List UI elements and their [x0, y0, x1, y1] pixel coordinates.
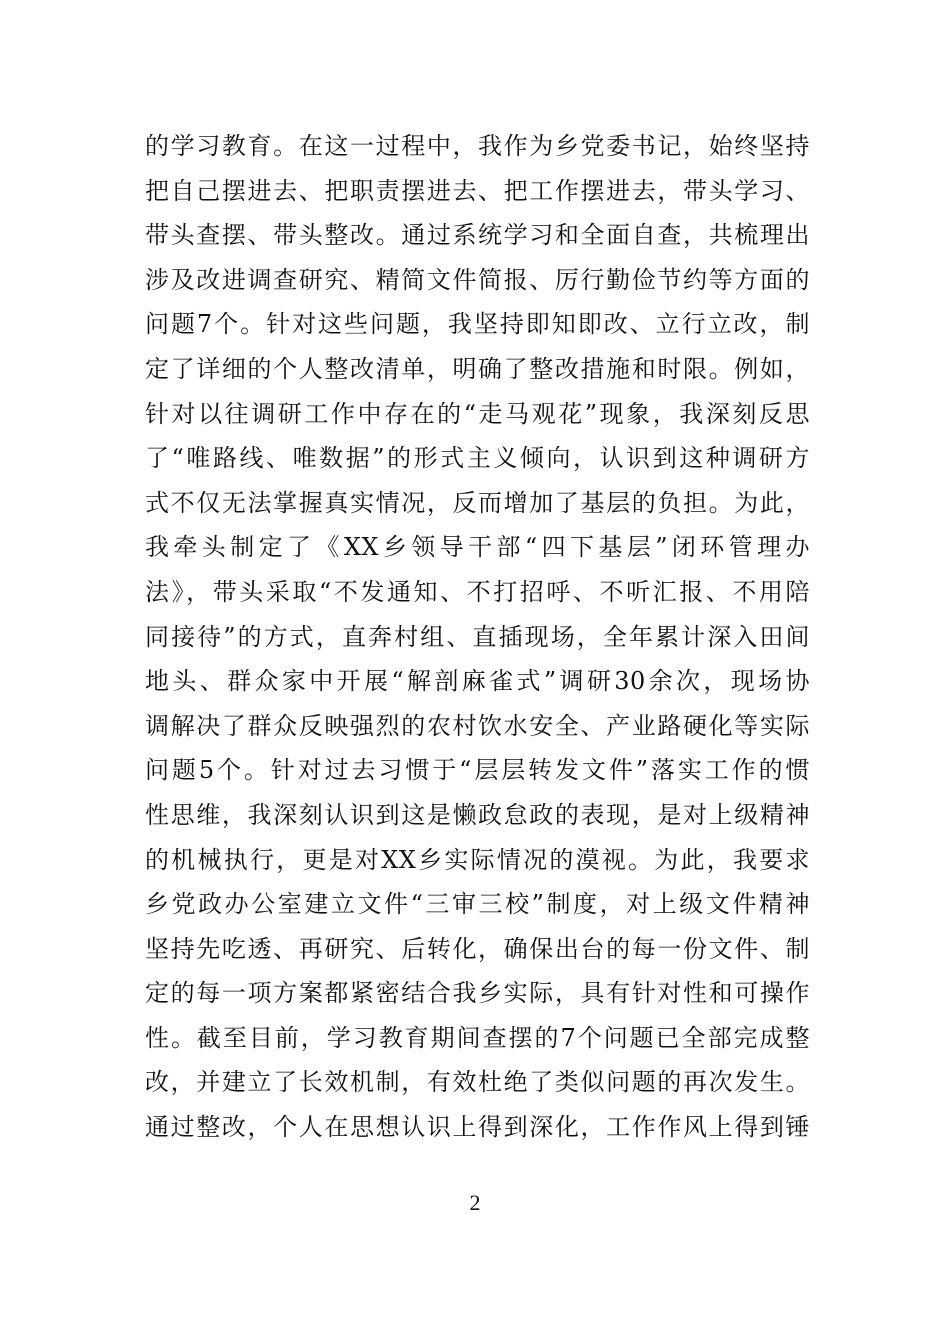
- text-line: 定的每一项方案都紧密结合我乡实际，具有针对性和可操作: [145, 979, 810, 1008]
- text-line: 定了详细的个人整改清单，明确了整改措施和时限。例如，: [145, 354, 810, 383]
- text-line: 针对以往调研工作中存在的“走马观花”现象，我深刻反思: [145, 399, 810, 428]
- text-line: 调解决了群众反映强烈的农村饮水安全、产业路硬化等实际: [145, 711, 810, 740]
- text-line: 带头查摆、带头整改。通过系统学习和全面自查，共梳理出: [145, 221, 810, 250]
- body-paragraph: [145, 124, 810, 1150]
- text-line: 法》，带头采取“不发通知、不打招呼、不听汇报、不用陪: [145, 577, 810, 606]
- text-line: 涉及改进调查研究、精简文件简报、厉行勤俭节约等方面的: [145, 265, 810, 294]
- text-line: 我牵头制定了《XX乡领导干部“四下基层”闭环管理办: [145, 533, 810, 562]
- text-line: 性思维，我深刻认识到这是懒政怠政的表现，是对上级精神: [145, 800, 810, 829]
- text-line: 问题5个。针对过去习惯于“层层转发文件”落实工作的惯: [145, 756, 810, 785]
- text-line: 乡党政办公室建立文件“三审三校”制度，对上级文件精神: [145, 890, 810, 919]
- text-line: 性。截至目前，学习教育期间查摆的7个问题已全部完成整: [145, 1023, 810, 1052]
- page-number: 2: [469, 1190, 481, 1215]
- text-line: 坚持先吃透、再研究、后转化，确保出台的每一份文件、制: [145, 934, 810, 963]
- text-line: 同接待”的方式，直奔村组、直插现场，全年累计深入田间: [145, 622, 810, 651]
- text-line: 地头、群众家中开展“解剖麻雀式”调研30余次，现场协: [145, 667, 810, 696]
- text-line: 改，并建立了长效机制，有效杜绝了类似问题的再次发生。: [145, 1068, 810, 1097]
- text-line: 的学习教育。在这一过程中，我作为乡党委书记，始终坚持: [145, 132, 810, 160]
- text-line: 把自己摆进去、把职责摆进去、把工作摆进去，带头学习、: [145, 176, 810, 205]
- text-line: 式不仅无法掌握真实情况，反而增加了基层的负担。为此，: [145, 488, 810, 517]
- text-line: 通过整改，个人在思想认识上得到深化，工作作风上得到锤: [145, 1113, 810, 1142]
- text-line: 的机械执行，更是对XX乡实际情况的漠视。为此，我要求: [145, 845, 810, 874]
- text-line: 了“唯路线、唯数据”的形式主义倾向，认识到这种调研方: [145, 444, 810, 473]
- text-line: 问题7个。针对这些问题，我坚持即知即改、立行立改，制: [145, 310, 810, 339]
